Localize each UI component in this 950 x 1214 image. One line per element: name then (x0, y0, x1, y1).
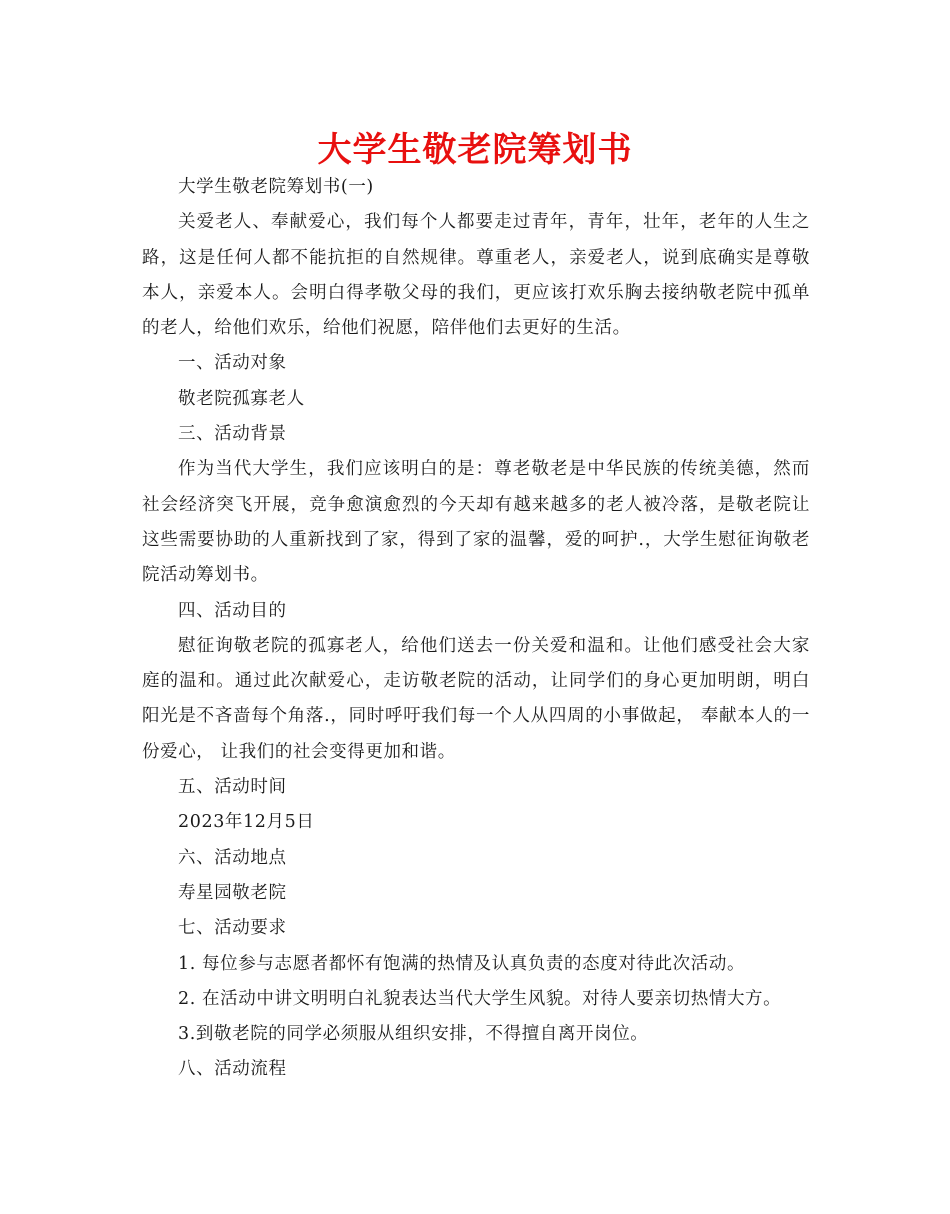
requirement-item: 2. 在活动中讲文明明白礼貌表达当代大学生风貌。对待人要亲切热情大方。 (178, 988, 782, 1009)
subtitle: 大学生敬老院筹划书(一) (178, 177, 374, 197)
time-text: 2023年12月5日 (178, 812, 315, 833)
background-paragraph: 作为当代大学生，我们应该明白的是：尊老敬老是中华民族的传统美德，然而社会经济突飞开展，竞争愈演愈烈的今天却有越来越多的老人被冷落，是敬老院让这些需要协助的人重新找到了家，得到了家的温馨，爱的呵护.，大学生慰征询敬老院活动筹划书。 (142, 459, 810, 586)
section-heading-target: 一、活动对象 (178, 353, 287, 374)
target-text: 敬老院孤寡老人 (178, 388, 305, 409)
requirement-item: 1. 每位参与志愿者都怀有饱满的热情及认真负责的态度对待此次活动。 (178, 953, 746, 974)
document-title: 大学生敬老院筹划书 (317, 130, 633, 170)
document-body (142, 170, 810, 1088)
requirement-item: 3.到敬老院的同学必须服从组织安排，不得擅自离开岗位。 (178, 1024, 649, 1045)
section-heading-process: 八、活动流程 (178, 1059, 287, 1080)
intro-paragraph: 关爱老人、奉献爱心，我们每个人都要走过青年，青年，壮年，老年的人生之路，这是任何人都不能抗拒的自然规律。尊重老人，亲爱老人，说到底确实是尊敬本人，亲爱本人。会明白得孝敬父母的我们，更应该打欢乐胸去接纳敬老院中孤单的老人，给他们欢乐，给他们祝愿，陪伴他们去更好的生活。 (142, 212, 810, 339)
section-heading-purpose: 四、活动目的 (178, 600, 287, 621)
section-heading-time: 五、活动时间 (178, 777, 287, 798)
section-heading-location: 六、活动地点 (178, 847, 287, 868)
location-text: 寿星园敬老院 (178, 882, 287, 903)
purpose-paragraph: 慰征询敬老院的孤寡老人，给他们送去一份关爱和温和。让他们感受社会大家庭的温和。通过此次献爱心，走访敬老院的活动，让同学们的身心更加明朗，明白阳光是不吝啬每个角落.，同时呼吁我们每一个人从四周的小事做起， 奉献本人的一份爱心， 让我们的社会变得更加和谐。 (142, 635, 810, 762)
section-heading-requirements: 七、活动要求 (178, 918, 287, 939)
section-heading-background: 三、活动背景 (178, 424, 287, 445)
